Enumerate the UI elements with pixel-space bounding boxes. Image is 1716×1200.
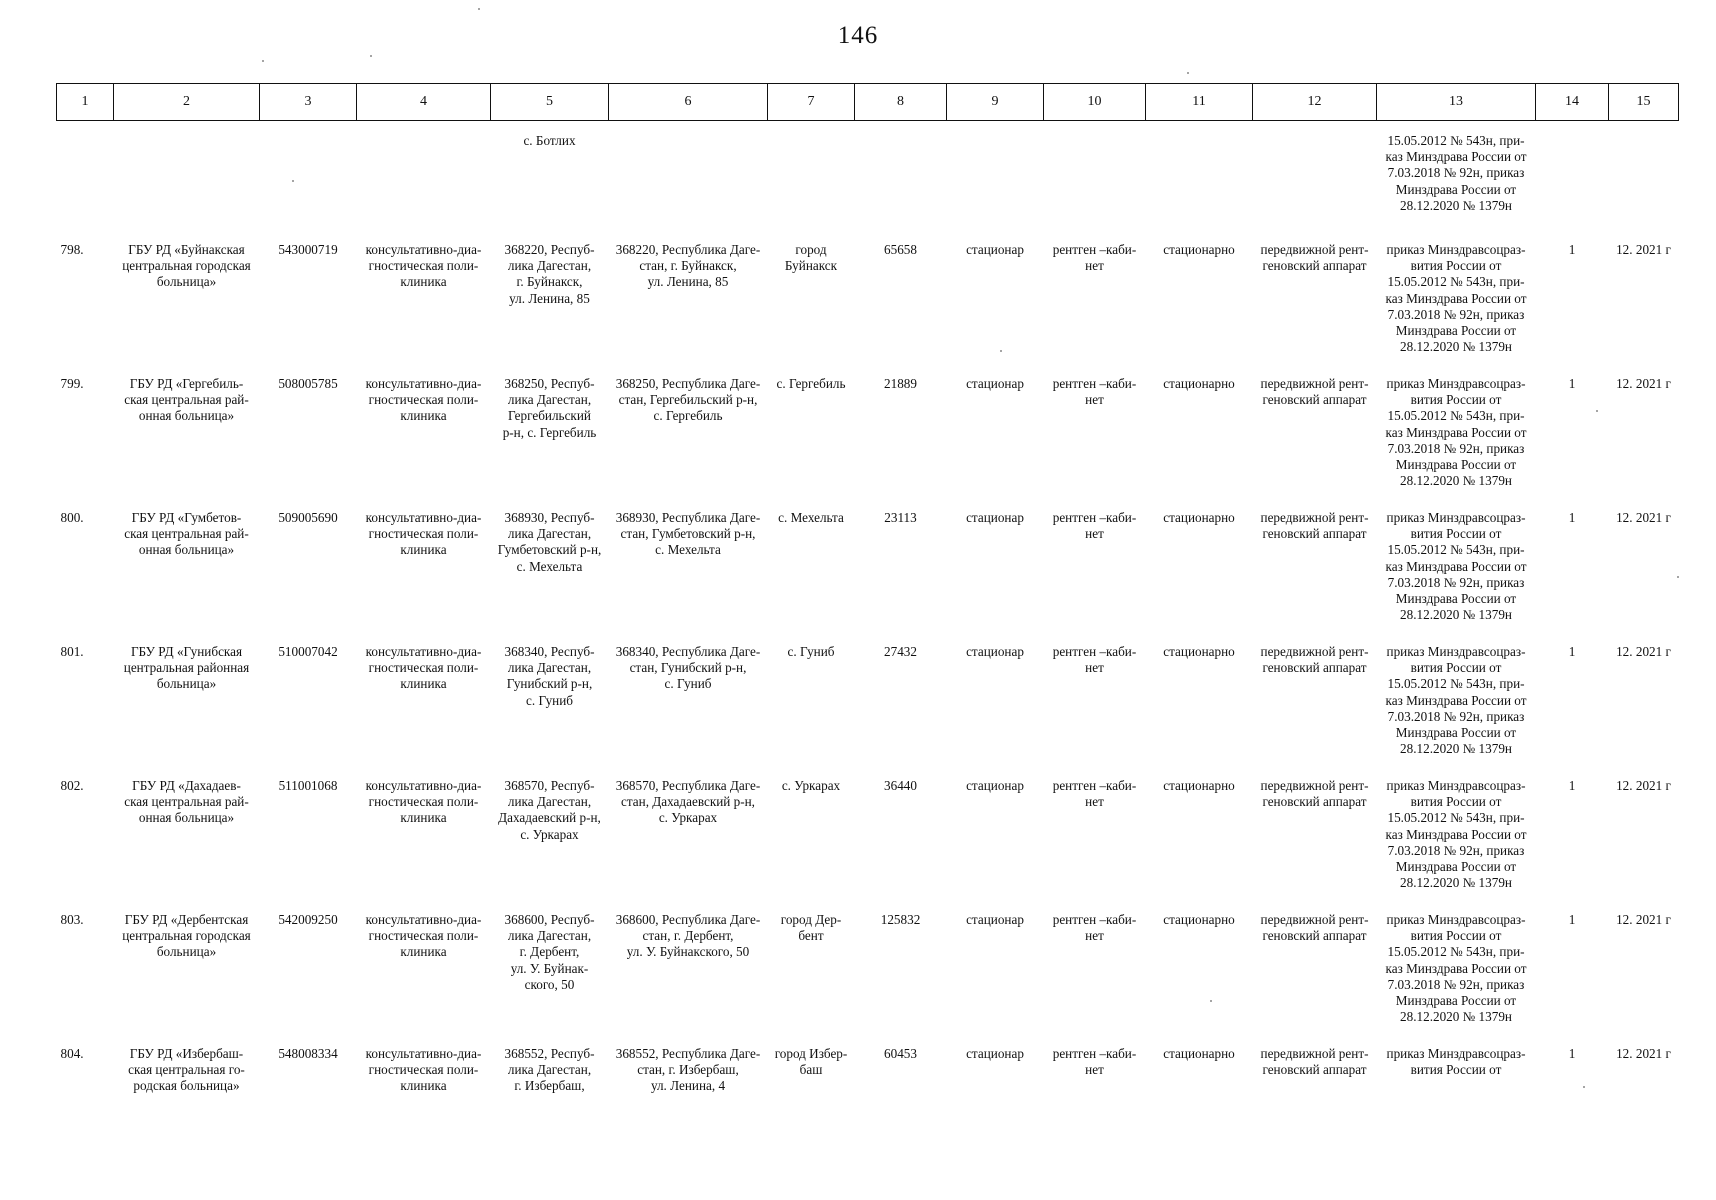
cell-empty: [947, 121, 1044, 229]
column-header: 6: [609, 84, 768, 121]
cell-row-number: 798.: [60, 242, 84, 257]
cell-address-actual: 368220, Республика Даге- стан, г. Буйнакск, ул. Ленина, 85: [615, 242, 761, 290]
cell-mode: стационар: [966, 242, 1024, 257]
cell-row-number: 799.: [60, 376, 84, 391]
column-header: 7: [768, 84, 855, 121]
cell-address-actual: 368250, Республика Даге- стан, Гергебильский р-н, с. Гергебиль: [615, 376, 761, 424]
cell-equipment: передвижной рент- геновский аппарат: [1260, 778, 1369, 810]
cell-empty: [260, 121, 357, 229]
cell-date: 12. 2021 г: [1616, 510, 1671, 525]
cell-settlement: с. Гергебиль: [776, 376, 846, 391]
cell-code: 511001068: [278, 778, 338, 793]
cell-mode: стационар: [966, 510, 1024, 525]
table-row: [57, 362, 1679, 496]
cell-code: 543000719: [278, 242, 338, 257]
cell-settlement: город Избер- баш: [774, 1046, 848, 1078]
cell-code: 510007042: [278, 644, 338, 659]
cell-row-number: 800.: [60, 510, 84, 525]
cell-address-legal: 368552, Респуб- лика Дагестан, г. Избербаш,: [504, 1046, 595, 1094]
cell-legal-basis: приказ Минздравсоцраз- вития России от 15.05.2012 № 543н, при- каз Минздрава России от 7.03.2018 № 92н, приказ Минздрава России от 28.12.2020 № 1379н: [1385, 510, 1527, 623]
cell-legal-basis: приказ Минздравсоцраз- вития России от 15.05.2012 № 543н, при- каз Минздрава России от 7.03.2018 № 92н, приказ Минздрава России от 28.12.2020 № 1379н: [1385, 912, 1527, 1025]
cell-form: стационарно: [1163, 1046, 1235, 1061]
cell-population: 36440: [884, 778, 917, 793]
cell-facility-type: консультативно-диа- гностическая поли- клиника: [365, 644, 482, 692]
column-header: 14: [1536, 84, 1609, 121]
scan-speck: [1677, 576, 1679, 578]
scan-speck: [1596, 410, 1598, 412]
cell-address-actual: 368340, Республика Даге- стан, Гунибский р-н, с. Гуниб: [615, 644, 761, 692]
cell-quantity: 1: [1568, 778, 1576, 793]
cell-settlement: город Буйнакск: [784, 242, 838, 274]
cell-row-number: 802.: [60, 778, 84, 793]
cell-organization: ГБУ РД «Гумбетов- ская центральная рай- онная больница»: [124, 510, 249, 558]
cell-date: 12. 2021 г: [1616, 912, 1671, 927]
table-row: [57, 496, 1679, 630]
column-header: 2: [114, 84, 260, 121]
scan-speck: [292, 180, 294, 182]
cell-legal-basis: приказ Минздравсоцраз- вития России от: [1386, 1046, 1526, 1078]
column-header: 5: [491, 84, 609, 121]
column-header: 8: [855, 84, 947, 121]
cell-address-actual: 368600, Республика Даге- стан, г. Дербент, ул. У. Буйнакского, 50: [615, 912, 761, 960]
cell-settlement: с. Мехельта: [778, 510, 844, 525]
cell-code: 508005785: [278, 376, 338, 391]
cell-legal-basis: приказ Минздравсоцраз- вития России от 15.05.2012 № 543н, при- каз Минздрава России от 7.03.2018 № 92н, приказ Минздрава России от 28.12.2020 № 1379н: [1385, 376, 1527, 489]
column-header: 15: [1609, 84, 1679, 121]
cell-empty: [1044, 121, 1146, 229]
cell-unit: рентген –каби- нет: [1052, 1046, 1137, 1078]
cell-address-actual: 368930, Республика Даге- стан, Гумбетовский р-н, с. Мехельта: [615, 510, 761, 558]
cell-address-legal: 368930, Респуб- лика Дагестан, Гумбетовский р-н, с. Мехельта: [497, 510, 602, 574]
cell-date: 12. 2021 г: [1616, 644, 1671, 659]
cell-organization: ГБУ РД «Дербентская центральная городская больница»: [122, 912, 251, 960]
cell-organization: ГБУ РД «Гергебиль- ская центральная рай- онная больница»: [124, 376, 249, 424]
registry-table: [56, 83, 1679, 1106]
cell-empty: [114, 121, 260, 229]
cell-address-legal: 368600, Респуб- лика Дагестан, г. Дербент, ул. У. Буйнак- ского, 50: [504, 912, 595, 992]
cell-quantity: 1: [1568, 242, 1576, 257]
cell-population: 23113: [884, 510, 917, 525]
cell-quantity: 1: [1568, 644, 1576, 659]
cell-code: 542009250: [278, 912, 338, 927]
cell-settlement: с. Уркарах: [781, 778, 841, 793]
column-header: 1: [57, 84, 114, 121]
cell-address-legal: 368220, Респуб- лика Дагестан, г. Буйнакск, ул. Ленина, 85: [504, 242, 595, 306]
cell-address-legal: 368340, Респуб- лика Дагестан, Гунибский р-н, с. Гуниб: [504, 644, 595, 708]
cell-settlement: с. Гуниб: [787, 644, 835, 659]
column-header: 3: [260, 84, 357, 121]
cell-empty: [855, 121, 947, 229]
cell-form: стационарно: [1163, 242, 1235, 257]
cell-address-legal: 368250, Респуб- лика Дагестан, Гергебильский р-н, с. Гергебиль: [502, 376, 597, 440]
cell-facility-type: консультативно-диа- гностическая поли- клиника: [365, 510, 482, 558]
cell-facility-type: консультативно-диа- гностическая поли- клиника: [365, 912, 482, 960]
cell-mode: стационар: [966, 778, 1024, 793]
cell-unit: рентген –каби- нет: [1052, 376, 1137, 408]
cell-quantity: 1: [1568, 510, 1576, 525]
cell-quantity: 1: [1568, 376, 1576, 391]
table-row: [57, 228, 1679, 362]
scan-speck: [262, 60, 264, 62]
cell-empty: [1536, 121, 1609, 229]
column-header: 10: [1044, 84, 1146, 121]
cell-quantity: 1: [1568, 912, 1576, 927]
page-number: 146: [837, 22, 879, 49]
continuation-row: [57, 121, 1679, 229]
cell-unit: рентген –каби- нет: [1052, 644, 1137, 676]
cell-organization: ГБУ РД «Буйнакская центральная городская больница»: [122, 242, 251, 290]
cell-unit: рентген –каби- нет: [1052, 778, 1137, 810]
cell-facility-type: консультативно-диа- гностическая поли- клиника: [365, 778, 482, 826]
cell-mode: стационар: [966, 376, 1024, 391]
cell-equipment: передвижной рент- геновский аппарат: [1260, 510, 1369, 542]
cell-unit: рентген –каби- нет: [1052, 912, 1137, 944]
cell-date: 12. 2021 г: [1616, 778, 1671, 793]
table-row: [57, 630, 1679, 764]
table-row: [57, 898, 1679, 1032]
cell-form: стационарно: [1163, 510, 1235, 525]
cell-empty: [1146, 121, 1253, 229]
cell-address-actual: 368570, Республика Даге- стан, Дахадаевский р-н, с. Уркарах: [615, 778, 761, 826]
cell-settlement: город Дер- бент: [780, 912, 842, 944]
cell-form: стационарно: [1163, 912, 1235, 927]
cell-date: 12. 2021 г: [1616, 376, 1671, 391]
cell-mode: стационар: [966, 912, 1024, 927]
cell-empty: [768, 121, 855, 229]
cell-population: 65658: [884, 242, 917, 257]
scan-speck: [1210, 1000, 1212, 1002]
cell-equipment: передвижной рент- геновский аппарат: [1260, 376, 1369, 408]
cell-population: 125832: [880, 912, 921, 927]
cell-organization: ГБУ РД «Гунибская центральная районная больница»: [123, 644, 250, 692]
cell-equipment: передвижной рент- геновский аппарат: [1260, 242, 1369, 274]
scan-speck: [1000, 350, 1002, 352]
cell-facility-type: консультативно-диа- гностическая поли- клиника: [365, 376, 482, 424]
cell-quantity: 1: [1568, 1046, 1576, 1061]
cell-mode: стационар: [966, 644, 1024, 659]
registry-table-container: [56, 83, 1678, 1106]
cell-date: 12. 2021 г: [1616, 1046, 1671, 1061]
cell-address-legal: 368570, Респуб- лика Дагестан, Дахадаевский р-н, с. Уркарах: [498, 778, 601, 842]
cell-legal-basis: приказ Минздравсоцраз- вития России от 15.05.2012 № 543н, при- каз Минздрава России от 7.03.2018 № 92н, приказ Минздрава России от 28.12.2020 № 1379н: [1385, 778, 1527, 891]
cell-row-number: 804.: [60, 1046, 84, 1061]
cell-mode: стационар: [966, 1046, 1024, 1061]
column-number-header-row: [57, 84, 1679, 121]
cell-population: 21889: [884, 376, 917, 391]
table-row: [57, 1032, 1679, 1106]
cell-equipment: передвижной рент- геновский аппарат: [1260, 912, 1369, 944]
cell-empty: [357, 121, 491, 229]
cell-unit: рентген –каби- нет: [1052, 510, 1137, 542]
cell-organization: ГБУ РД «Избербаш- ская центральная го- родская больница»: [128, 1046, 245, 1094]
cell-form: стационарно: [1163, 778, 1235, 793]
cell-row-number: 803.: [60, 912, 84, 927]
cell-equipment: передвижной рент- геновский аппарат: [1260, 1046, 1369, 1078]
table-row: [57, 764, 1679, 898]
cell-facility-type: консультативно-диа- гностическая поли- клиника: [365, 242, 482, 290]
cell-form: стационарно: [1163, 376, 1235, 391]
scan-speck: [370, 55, 372, 57]
cell-organization: ГБУ РД «Дахадаев- ская центральная рай- онная больница»: [124, 778, 249, 826]
cell-population: 27432: [884, 644, 917, 659]
scan-speck: [1187, 72, 1189, 74]
cell-legal-basis: приказ Минздравсоцраз- вития России от 15.05.2012 № 543н, при- каз Минздрава России от 7.03.2018 № 92н, приказ Минздрава России от 28.12.2020 № 1379н: [1385, 242, 1527, 355]
column-header: 11: [1146, 84, 1253, 121]
cell-code: 548008334: [278, 1046, 338, 1061]
column-header: 4: [357, 84, 491, 121]
cell-address-legal: с. Ботлих: [523, 133, 576, 148]
cell-facility-type: консультативно-диа- гностическая поли- клиника: [365, 1046, 482, 1094]
column-header: 13: [1377, 84, 1536, 121]
column-header: 12: [1253, 84, 1377, 121]
scan-speck: [1583, 1086, 1585, 1088]
cell-equipment: передвижной рент- геновский аппарат: [1260, 644, 1369, 676]
cell-empty: [609, 121, 768, 229]
cell-population: 60453: [884, 1046, 917, 1061]
cell-row-number: 801.: [60, 644, 84, 659]
cell-address-actual: 368552, Республика Даге- стан, г. Избербаш, ул. Ленина, 4: [615, 1046, 761, 1094]
cell-legal-basis: приказ Минздравсоцраз- вития России от 15.05.2012 № 543н, при- каз Минздрава России от 7.03.2018 № 92н, приказ Минздрава России от 28.12.2020 № 1379н: [1385, 644, 1527, 757]
cell-empty: [57, 121, 114, 229]
column-header: 9: [947, 84, 1044, 121]
cell-unit: рентген –каби- нет: [1052, 242, 1137, 274]
cell-code: 509005690: [278, 510, 338, 525]
cell-legal-basis: 15.05.2012 № 543н, при- каз Минздрава России от 7.03.2018 № 92н, приказ Минздрава России от 28.12.2020 № 1379н: [1385, 133, 1527, 213]
cell-empty: [1253, 121, 1377, 229]
cell-form: стационарно: [1163, 644, 1235, 659]
cell-empty: [1609, 121, 1679, 229]
cell-date: 12. 2021 г: [1616, 242, 1671, 257]
scan-speck: [478, 8, 480, 10]
